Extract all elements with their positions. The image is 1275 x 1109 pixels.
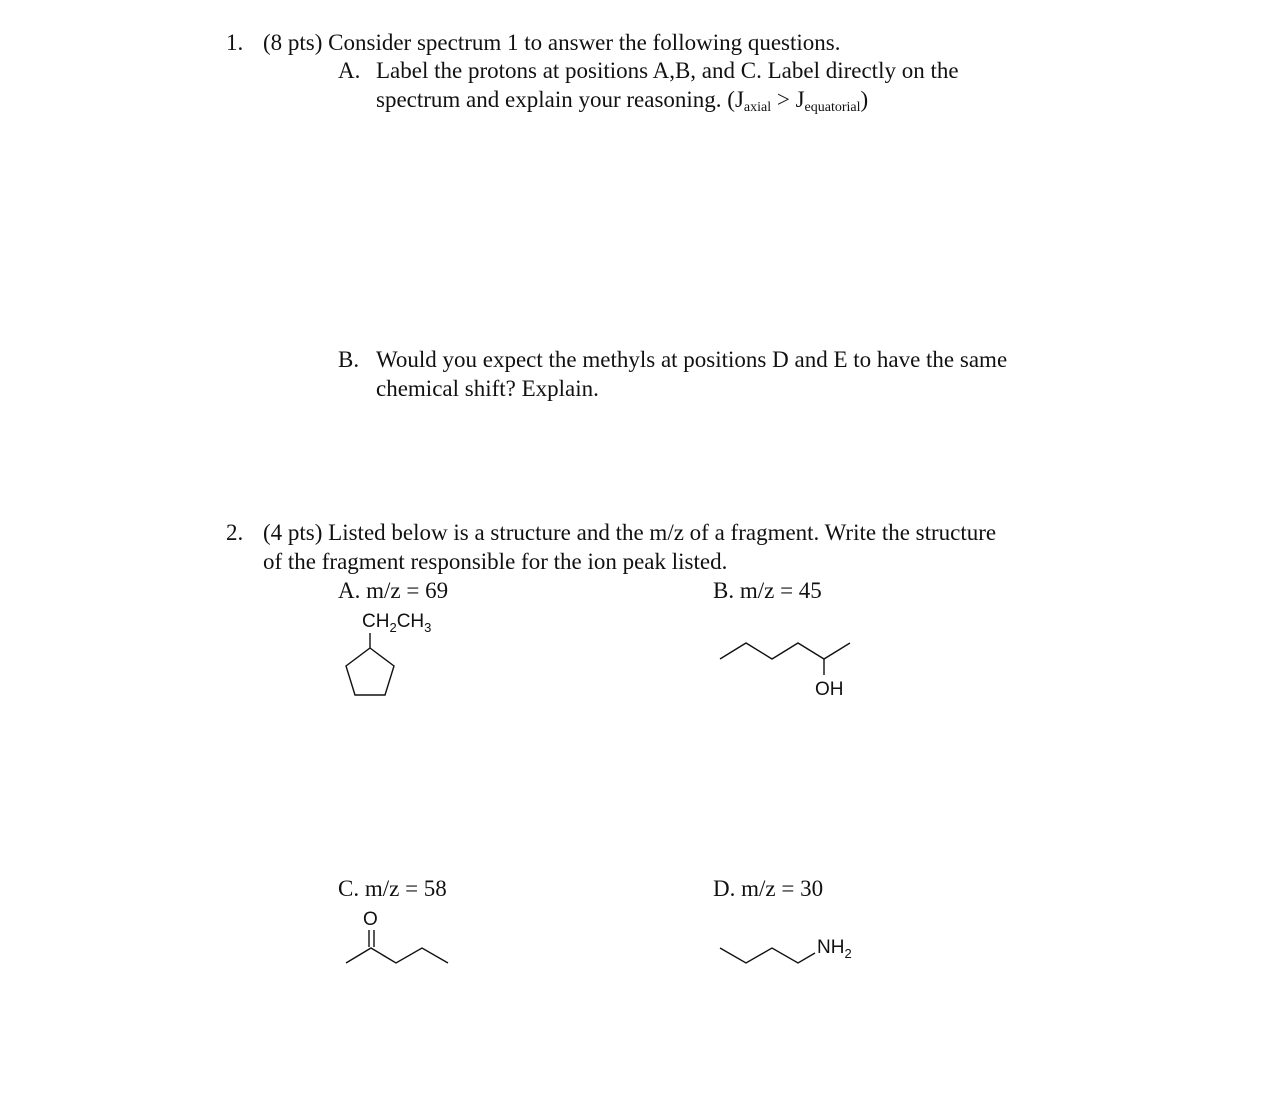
q1a-close: ) bbox=[860, 87, 869, 112]
cyclopentane-ring bbox=[346, 648, 394, 695]
part-d-label: D. m/z = 30 bbox=[713, 876, 824, 901]
carbonyl-oxygen-label: O bbox=[363, 909, 378, 930]
q1a-line2 bbox=[376, 85, 868, 122]
structure-b-alcohol bbox=[715, 635, 865, 705]
part-c-label: C. m/z = 58 bbox=[338, 876, 447, 901]
q1b-line1: Would you expect the methyls at positions D and E to have the same bbox=[376, 347, 1008, 372]
q1a-letter: A. bbox=[338, 58, 361, 83]
q1-stem: (8 pts) Consider spectrum 1 to answer the following questions. bbox=[263, 30, 841, 55]
carbon-chain bbox=[720, 948, 815, 963]
q1a-line1: Label the protons at positions A,B, and C. Label directly on the bbox=[376, 58, 959, 83]
part-b-label: B. m/z = 45 bbox=[713, 578, 822, 603]
structure-a-ethylcyclopentane bbox=[330, 605, 460, 705]
carbon-chain bbox=[346, 948, 448, 963]
q1b-letter: B. bbox=[338, 347, 360, 372]
structure-c-ketone bbox=[338, 905, 458, 970]
q2-line1: (4 pts) Listed below is a structure and the m/z of a fragment. Write the structure bbox=[263, 520, 997, 545]
q1a-gt: > J bbox=[771, 87, 805, 112]
j-equatorial-subscript: equatorial bbox=[804, 100, 861, 115]
ethyl-group-label: $CH_2CH_3$ bbox=[362, 611, 432, 635]
q1a-line2-text: spectrum and explain your reasoning. (J bbox=[376, 87, 744, 112]
j-axial-subscript: axial bbox=[743, 100, 772, 115]
amine-label: $NH_2$ bbox=[817, 937, 852, 961]
hydroxyl-label: OH bbox=[815, 679, 844, 700]
q2-line2: of the fragment responsible for the ion peak listed. bbox=[263, 549, 728, 574]
q2-number: 2. bbox=[226, 520, 244, 545]
carbon-chain bbox=[720, 643, 850, 659]
structure-d-amine bbox=[715, 925, 865, 970]
q1-number: 1. bbox=[226, 30, 244, 55]
q1b-line2: chemical shift? Explain. bbox=[376, 376, 599, 401]
part-a-label: A. m/z = 69 bbox=[338, 578, 449, 603]
